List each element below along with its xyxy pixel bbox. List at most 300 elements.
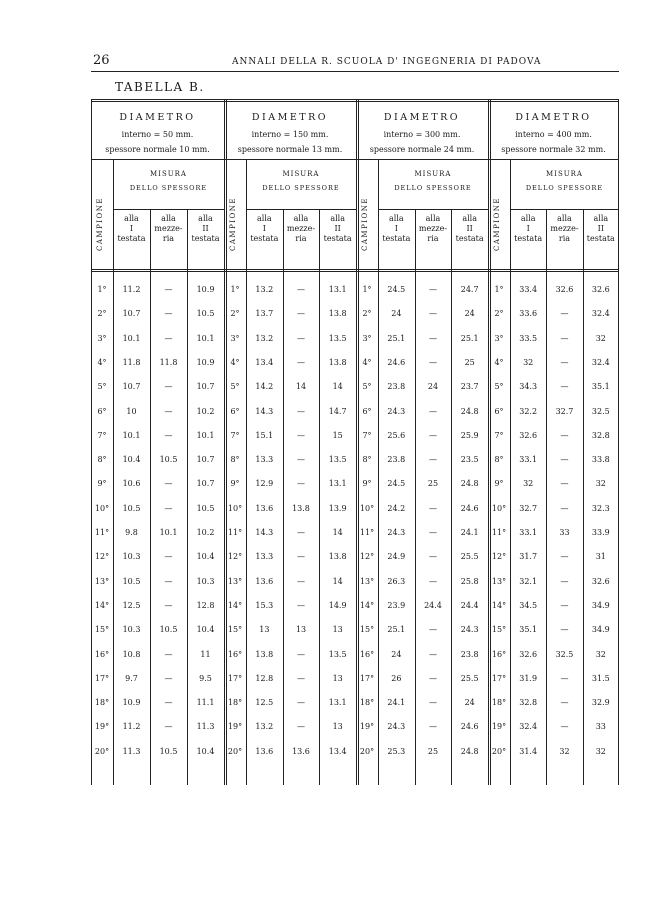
- value-testata-ii: 32.4: [591, 357, 610, 367]
- value-mezzeria: —: [428, 625, 437, 635]
- value-testata-ii: 10.4: [196, 552, 215, 562]
- page-number: 26: [93, 53, 110, 68]
- colhead-divider-inner: [91, 271, 619, 272]
- campione-number: 4°: [97, 357, 107, 367]
- value-mezzeria: —: [164, 673, 173, 683]
- col-head-alla: alla: [389, 214, 404, 223]
- value-mezzeria: —: [560, 552, 569, 562]
- campione-number: 7°: [230, 430, 240, 440]
- campione-number: 9°: [362, 479, 372, 489]
- value-testata-i: 14.3: [255, 406, 274, 416]
- value-testata-i: 32.6: [519, 430, 538, 440]
- value-mezzeria: —: [560, 455, 569, 465]
- value-mezzeria: —: [428, 528, 437, 537]
- campione-label: CAMPIONE: [361, 196, 369, 252]
- value-testata-ii: 25.1: [460, 333, 479, 343]
- value-testata-i: 12.5: [255, 698, 274, 708]
- value-mezzeria: —: [164, 600, 173, 610]
- value-testata-ii: 13.4: [328, 746, 347, 756]
- value-testata-i: 10.9: [122, 698, 141, 708]
- running-title: ANNALI DELLA R. SCUOLA D' INGEGNERIA DI PADOVA: [232, 57, 542, 67]
- campione-number: 12°: [359, 552, 375, 562]
- campione-number: 19°: [359, 722, 375, 732]
- value-mezzeria: 13: [295, 625, 307, 635]
- value-testata-ii: 25.9: [460, 430, 479, 440]
- value-testata-i: 33.1: [519, 528, 538, 537]
- campione-number: 5°: [494, 382, 504, 392]
- col-head-line2: mezze-: [418, 224, 448, 233]
- diametro-title: DIAMETRO: [119, 112, 196, 123]
- col-head-alla: alla: [198, 214, 213, 223]
- value-mezzeria: 32.5: [555, 649, 574, 659]
- campione-number: 9°: [230, 479, 240, 489]
- value-mezzeria: —: [164, 430, 173, 440]
- value-mezzeria: —: [428, 552, 437, 562]
- value-testata-i: 12.5: [122, 600, 141, 610]
- col-head-line2: mezze-: [154, 224, 183, 233]
- value-testata-i: 13.8: [255, 649, 274, 659]
- value-testata-ii: 32: [595, 479, 606, 489]
- col-head-line3: ria: [295, 234, 307, 243]
- value-testata-ii: 24.3: [460, 625, 479, 635]
- col-head-alla: alla: [330, 214, 345, 223]
- campione-number: 19°: [94, 722, 110, 732]
- value-testata-i: 33.5: [519, 333, 538, 343]
- campione-divider: [378, 159, 379, 785]
- value-testata-ii: 25.5: [460, 552, 479, 562]
- campione-number: 17°: [491, 673, 507, 683]
- campione-label: CAMPIONE: [96, 196, 104, 252]
- value-mezzeria: —: [296, 552, 305, 562]
- dello-spessore-label: DELLO SPESSORE: [394, 184, 472, 192]
- value-testata-ii: 13.5: [328, 333, 347, 343]
- col-head-line2: II: [202, 224, 209, 233]
- value-mezzeria: —: [164, 285, 173, 294]
- campione-number: 11°: [359, 528, 375, 537]
- campione-number: 11°: [227, 528, 243, 537]
- col-head-line2: II: [597, 224, 604, 233]
- diametro-title: DIAMETRO: [515, 112, 592, 123]
- campione-number: 13°: [359, 576, 375, 586]
- value-testata-i: 11.8: [122, 357, 141, 367]
- value-testata-i: 13.4: [255, 357, 274, 367]
- campione-label: CAMPIONE: [493, 196, 501, 252]
- interno-label: interno = 50 mm.: [121, 130, 194, 139]
- value-testata-ii: 10.3: [196, 576, 215, 586]
- value-mezzeria: —: [560, 673, 569, 683]
- value-mezzeria: —: [164, 576, 173, 586]
- value-testata-i: 11.2: [122, 722, 141, 732]
- value-testata-ii: 10.7: [196, 455, 215, 465]
- interno-label: interno = 400 mm.: [515, 130, 592, 139]
- col-head-alla: alla: [161, 214, 176, 223]
- value-testata-i: 35.1: [519, 625, 538, 635]
- value-testata-ii: 24: [464, 309, 475, 319]
- value-mezzeria: —: [296, 455, 305, 465]
- value-testata-ii: 13.1: [328, 698, 347, 708]
- value-testata-i: 25.6: [387, 430, 406, 440]
- value-testata-i: 10.3: [122, 552, 141, 562]
- campione-number: 10°: [491, 503, 507, 513]
- value-testata-ii: 10.1: [196, 430, 215, 440]
- value-testata-ii: 13.5: [328, 455, 347, 465]
- campione-number: 1°: [97, 285, 107, 294]
- value-testata-i: 31.9: [519, 673, 538, 683]
- value-testata-i: 23.8: [387, 382, 406, 392]
- value-testata-ii: 10.9: [196, 357, 215, 367]
- value-testata-i: 24.2: [387, 503, 406, 513]
- value-testata-ii: 10.5: [196, 503, 215, 513]
- campione-number: 6°: [230, 406, 240, 416]
- col-head-line3: testata: [455, 234, 484, 243]
- campione-number: 20°: [359, 746, 375, 756]
- value-testata-ii: 13.1: [328, 285, 347, 294]
- col-head-line2: I: [526, 224, 530, 233]
- value-testata-i: 25.3: [387, 746, 406, 756]
- col-head-line2: I: [129, 224, 134, 233]
- value-testata-i: 33.1: [519, 455, 538, 465]
- value-testata-i: 31.4: [519, 746, 538, 756]
- dello-spessore-label: DELLO SPESSORE: [129, 184, 208, 192]
- value-mezzeria: —: [296, 333, 305, 343]
- value-testata-i: 12.8: [255, 673, 274, 683]
- campione-number: 2°: [362, 309, 372, 319]
- value-mezzeria: 33: [559, 528, 570, 537]
- value-testata-i: 10.5: [122, 503, 141, 513]
- col-head-alla: alla: [520, 214, 536, 223]
- value-mezzeria: 10.5: [159, 455, 178, 465]
- value-mezzeria: 14: [295, 382, 307, 392]
- value-testata-i: 24: [391, 649, 402, 659]
- value-testata-ii: 13.9: [328, 503, 347, 513]
- value-testata-ii: 23.5: [460, 455, 479, 465]
- value-testata-i: 25.1: [387, 333, 406, 343]
- diametro-title: DIAMETRO: [383, 112, 461, 123]
- value-testata-ii: 23.8: [460, 649, 479, 659]
- value-testata-ii: 10.2: [196, 528, 215, 537]
- value-mezzeria: —: [560, 600, 569, 610]
- value-testata-i: 32.8: [519, 698, 538, 708]
- value-testata-ii: 10.7: [196, 479, 215, 489]
- value-mezzeria: —: [560, 503, 569, 513]
- value-testata-i: 10.7: [122, 309, 141, 319]
- value-testata-i: 32.2: [519, 406, 538, 416]
- value-mezzeria: 10.1: [159, 528, 178, 537]
- value-mezzeria: —: [428, 455, 437, 465]
- campione-divider: [246, 159, 247, 785]
- value-testata-i: 13.3: [255, 552, 274, 562]
- value-testata-i: 10: [126, 406, 137, 416]
- value-mezzeria: —: [428, 406, 437, 416]
- value-testata-i: 24.5: [387, 479, 406, 489]
- value-testata-i: 32: [523, 479, 534, 489]
- campione-number: 2°: [230, 309, 240, 319]
- table-title: TABELLA B.: [115, 80, 205, 94]
- value-mezzeria: —: [164, 479, 173, 489]
- value-mezzeria: —: [560, 333, 569, 343]
- value-testata-ii: 12.8: [196, 600, 215, 610]
- value-mezzeria: —: [428, 649, 437, 659]
- campione-number: 13°: [491, 576, 507, 586]
- value-mezzeria: 32.6: [555, 285, 574, 294]
- col-head-line3: testata: [514, 234, 543, 243]
- value-mezzeria: —: [428, 309, 437, 319]
- campione-number: 16°: [359, 649, 375, 659]
- value-testata-i: 14.2: [255, 382, 274, 392]
- spessore-label: spessore normale 10 mm.: [105, 145, 210, 154]
- value-testata-ii: 10.4: [196, 746, 215, 756]
- value-testata-ii: 32.5: [591, 406, 610, 416]
- campione-number: 3°: [494, 333, 504, 343]
- value-testata-ii: 23.7: [460, 382, 479, 392]
- value-mezzeria: —: [428, 503, 437, 513]
- value-mezzeria: 13.8: [292, 503, 310, 513]
- value-testata-ii: 25.8: [460, 576, 479, 586]
- value-mezzeria: —: [296, 673, 305, 683]
- value-testata-ii: 10.7: [196, 382, 215, 392]
- value-mezzeria: —: [428, 333, 437, 343]
- value-testata-i: 13.6: [255, 746, 274, 756]
- value-testata-i: 33.6: [519, 309, 538, 319]
- value-testata-i: 24.5: [387, 285, 406, 294]
- value-testata-ii: 11.3: [196, 722, 215, 732]
- value-mezzeria: —: [164, 649, 173, 659]
- value-testata-ii: 33.8: [591, 455, 610, 465]
- campione-number: 5°: [362, 382, 372, 392]
- value-testata-ii: 14.9: [328, 600, 347, 610]
- value-testata-ii: 13.8: [328, 357, 347, 367]
- misura-label: MISURA: [546, 170, 583, 178]
- value-mezzeria: —: [296, 285, 305, 294]
- campione-divider: [510, 159, 511, 785]
- value-mezzeria: —: [428, 698, 437, 708]
- campione-number: 16°: [227, 649, 243, 659]
- campione-number: 7°: [362, 430, 372, 440]
- col-head-line2: I: [262, 224, 266, 233]
- value-testata-ii: 14: [332, 528, 343, 537]
- campione-number: 15°: [491, 625, 507, 635]
- value-testata-i: 24.3: [387, 528, 406, 537]
- value-testata-ii: 13.5: [328, 649, 347, 659]
- campione-number: 1°: [230, 285, 240, 294]
- col-head-line3: testata: [250, 234, 279, 243]
- campione-number: 4°: [230, 357, 240, 367]
- misura-divider: [378, 209, 488, 210]
- value-testata-ii: 32.3: [591, 503, 610, 513]
- value-testata-ii: 33: [595, 722, 606, 732]
- value-testata-i: 24.1: [387, 698, 406, 708]
- campione-number: 8°: [494, 455, 504, 465]
- value-mezzeria: —: [296, 309, 305, 319]
- value-mezzeria: —: [428, 357, 437, 367]
- campione-number: 19°: [491, 722, 507, 732]
- value-testata-ii: 10.5: [196, 309, 215, 319]
- campione-number: 18°: [359, 698, 375, 708]
- value-testata-i: 32.1: [519, 576, 538, 586]
- value-testata-i: 24.3: [387, 722, 406, 732]
- header-divider: [91, 159, 619, 160]
- value-testata-i: 13.3: [255, 455, 274, 465]
- colhead-divider: [91, 269, 619, 270]
- campione-number: 15°: [359, 625, 375, 635]
- value-testata-i: 32: [523, 357, 534, 367]
- col-head-line3: testata: [586, 234, 615, 243]
- value-testata-ii: 32: [595, 333, 606, 343]
- value-testata-i: 10.1: [122, 430, 141, 440]
- value-testata-ii: 24.4: [460, 600, 479, 610]
- value-testata-ii: 14: [332, 576, 343, 586]
- campione-number: 2°: [97, 309, 107, 319]
- value-testata-ii: 13: [332, 673, 343, 683]
- value-mezzeria: —: [296, 649, 305, 659]
- value-testata-ii: 13.8: [328, 309, 347, 319]
- campione-number: 14°: [359, 600, 375, 610]
- value-testata-ii: 32.6: [591, 576, 610, 586]
- value-testata-ii: 32: [595, 649, 606, 659]
- campione-number: 16°: [491, 649, 507, 659]
- campione-number: 11°: [94, 528, 110, 537]
- campione-number: 6°: [362, 406, 372, 416]
- col-head-line3: testata: [117, 234, 146, 243]
- interno-label: interno = 150 mm.: [251, 130, 329, 139]
- value-testata-ii: 13: [332, 722, 343, 732]
- value-testata-ii: 10.1: [196, 333, 215, 343]
- campione-number: 18°: [227, 698, 243, 708]
- campione-number: 15°: [94, 625, 110, 635]
- value-testata-i: 12.9: [255, 479, 274, 489]
- campione-number: 10°: [359, 503, 375, 513]
- value-mezzeria: —: [296, 600, 305, 610]
- misura-label: MISURA: [282, 170, 320, 178]
- value-mezzeria: —: [164, 503, 173, 513]
- campione-number: 14°: [94, 600, 110, 610]
- interno-label: interno = 300 mm.: [383, 130, 461, 139]
- campione-number: 10°: [227, 503, 243, 513]
- value-testata-i: 33.4: [519, 285, 538, 294]
- spessore-label: spessore normale 24 mm.: [369, 145, 475, 154]
- value-mezzeria: 11.8: [159, 357, 178, 367]
- misura-label: MISURA: [414, 170, 452, 178]
- col-head-line2: I: [394, 224, 398, 233]
- value-mezzeria: —: [560, 357, 569, 367]
- campione-number: 17°: [359, 673, 375, 683]
- campione-number: 17°: [94, 673, 110, 683]
- col-head-alla: alla: [593, 214, 609, 223]
- value-testata-ii: 10.9: [196, 285, 215, 294]
- campione-number: 9°: [97, 479, 107, 489]
- value-testata-i: 34.5: [519, 600, 538, 610]
- value-testata-i: 10.1: [122, 333, 141, 343]
- value-testata-i: 24.9: [387, 552, 406, 562]
- value-mezzeria: —: [164, 698, 173, 708]
- value-mezzeria: —: [428, 722, 437, 732]
- campione-number: 1°: [494, 285, 504, 294]
- col-head-line2: II: [334, 224, 341, 233]
- value-testata-ii: 32.8: [591, 430, 610, 440]
- value-testata-i: 23.9: [387, 600, 406, 610]
- value-mezzeria: —: [296, 576, 305, 586]
- value-testata-i: 13: [259, 625, 270, 635]
- campione-number: 18°: [491, 698, 507, 708]
- value-testata-ii: 24: [464, 698, 475, 708]
- value-mezzeria: —: [560, 309, 569, 319]
- value-mezzeria: —: [428, 673, 437, 683]
- value-testata-i: 10.5: [122, 576, 141, 586]
- col-head-alla: alla: [462, 214, 477, 223]
- value-testata-ii: 13.1: [328, 479, 347, 489]
- value-testata-i: 15.3: [255, 600, 274, 610]
- campione-label: CAMPIONE: [229, 196, 237, 252]
- value-testata-i: 24.6: [387, 357, 406, 367]
- value-testata-ii: 32.6: [591, 285, 610, 294]
- value-testata-ii: 24.8: [460, 479, 479, 489]
- value-mezzeria: —: [164, 382, 173, 392]
- campione-number: 8°: [97, 455, 107, 465]
- campione-number: 9°: [494, 479, 504, 489]
- campione-number: 12°: [227, 552, 243, 562]
- value-testata-i: 31.7: [519, 552, 538, 562]
- value-testata-ii: 11.1: [196, 698, 215, 708]
- value-testata-i: 11.3: [122, 746, 141, 756]
- value-mezzeria: —: [560, 722, 569, 732]
- value-testata-i: 14.3: [255, 528, 274, 537]
- header-rule: [91, 71, 619, 72]
- value-testata-ii: 32.9: [591, 698, 610, 708]
- value-testata-i: 10.8: [122, 649, 141, 659]
- value-mezzeria: —: [560, 430, 569, 440]
- campione-number: 2°: [494, 309, 504, 319]
- value-testata-ii: 13.8: [328, 552, 347, 562]
- value-mezzeria: 13.6: [292, 746, 310, 756]
- campione-number: 18°: [94, 698, 110, 708]
- value-mezzeria: —: [296, 479, 305, 489]
- campione-number: 5°: [230, 382, 240, 392]
- campione-number: 16°: [94, 649, 110, 659]
- campione-number: 17°: [227, 673, 243, 683]
- table-top-border: [91, 99, 619, 100]
- value-mezzeria: 25: [427, 479, 439, 489]
- value-mezzeria: —: [164, 309, 173, 319]
- campione-number: 15°: [227, 625, 243, 635]
- value-testata-i: 10.7: [122, 382, 141, 392]
- value-testata-i: 9.8: [125, 528, 138, 537]
- value-mezzeria: —: [560, 625, 569, 635]
- value-testata-ii: 11: [200, 649, 211, 659]
- value-testata-i: 10.4: [122, 455, 141, 465]
- value-testata-ii: 24.8: [460, 406, 479, 416]
- dello-spessore-label: DELLO SPESSORE: [262, 184, 340, 192]
- col-head-alla: alla: [257, 214, 272, 223]
- value-testata-ii: 24.6: [460, 503, 479, 513]
- campione-number: 12°: [94, 552, 110, 562]
- campione-number: 7°: [97, 430, 107, 440]
- value-mezzeria: 24: [427, 382, 439, 392]
- col-head-line3: ria: [162, 234, 175, 243]
- value-testata-ii: 24.8: [460, 746, 479, 756]
- col-head-alla: alla: [124, 214, 139, 223]
- value-testata-i: 23.8: [387, 455, 406, 465]
- value-mezzeria: —: [296, 406, 305, 416]
- value-mezzeria: 24.4: [424, 600, 442, 610]
- value-mezzeria: —: [164, 552, 173, 562]
- misura-label: MISURA: [150, 170, 187, 178]
- value-testata-ii: 24.7: [460, 285, 479, 294]
- col-head-line3: testata: [323, 234, 352, 243]
- value-testata-i: 32.4: [519, 722, 538, 732]
- campione-divider: [113, 159, 114, 785]
- col-head-line3: testata: [382, 234, 411, 243]
- value-mezzeria: —: [296, 698, 305, 708]
